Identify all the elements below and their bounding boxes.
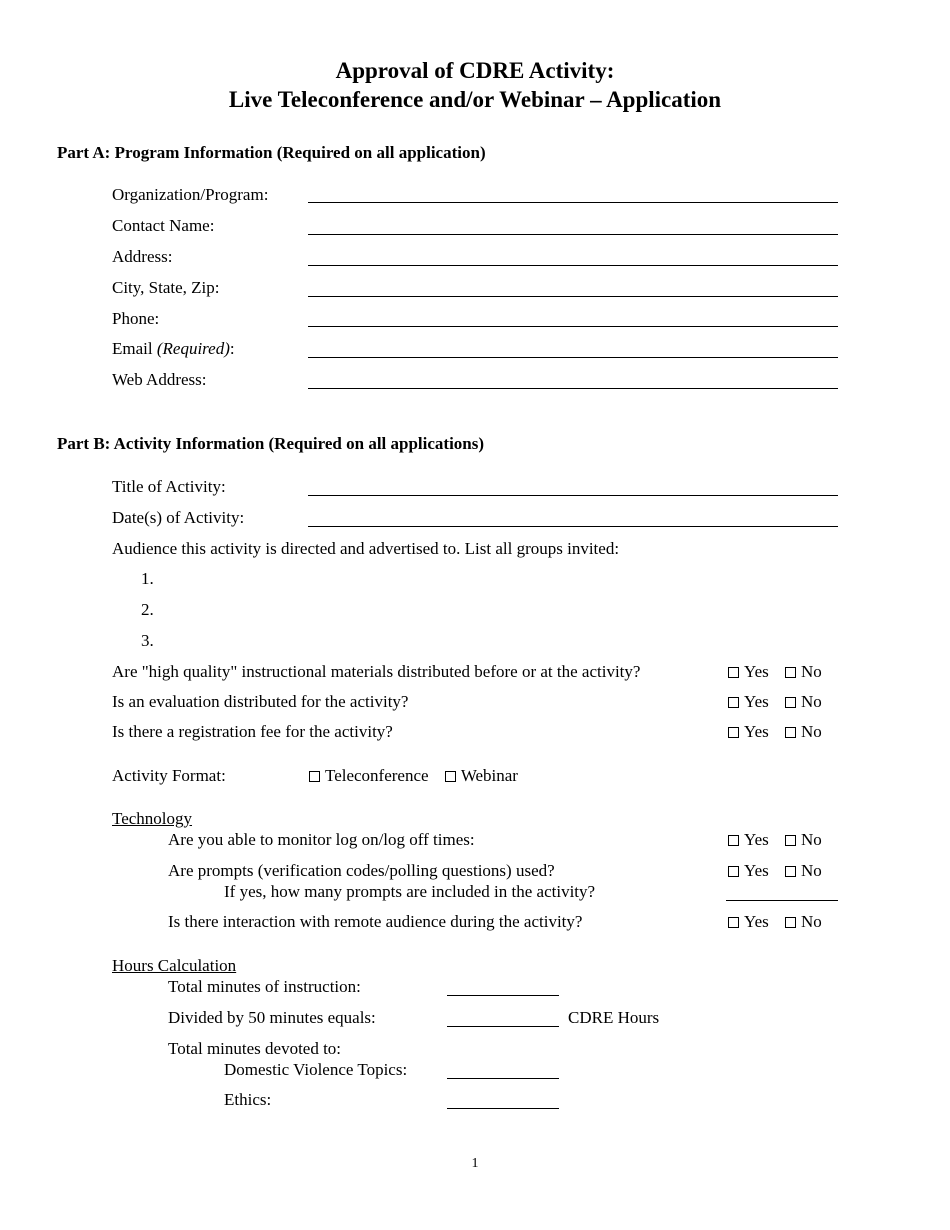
prompts-no-option[interactable] xyxy=(785,861,822,881)
checkbox-icon[interactable] xyxy=(728,667,739,678)
yes-label: Yes xyxy=(744,662,769,681)
title-line-1: Approval of CDRE Activity: xyxy=(335,58,615,83)
contact-name-label: Contact Name: xyxy=(112,216,215,235)
prompts-yes-no xyxy=(728,861,822,881)
city-state-zip-label: City, State, Zip: xyxy=(112,278,220,297)
question-registration-fee: Is there a registration fee for the activity? xyxy=(112,722,393,741)
total-minutes-label: Total minutes of instruction: xyxy=(168,977,361,996)
dv-topics-label: Domestic Violence Topics: xyxy=(224,1060,408,1079)
remote-interaction-yes-no xyxy=(728,912,822,932)
activity-title-label: Title of Activity: xyxy=(112,477,226,496)
address-label: Address: xyxy=(112,247,173,266)
registration-fee-no-option[interactable] xyxy=(785,722,822,742)
checkbox-icon[interactable] xyxy=(728,697,739,708)
no-label: No xyxy=(801,662,822,681)
ethics-field[interactable] xyxy=(447,1108,559,1109)
question-monitor-log: Are you able to monitor log on/log off times: xyxy=(168,830,475,849)
checkbox-icon[interactable] xyxy=(728,866,739,877)
contact-name-field[interactable] xyxy=(308,234,838,235)
question-materials: Are "high quality" instructional materials distributed before or at the activity? xyxy=(112,662,641,681)
evaluation-yes-option[interactable] xyxy=(728,692,769,712)
org-program-field[interactable] xyxy=(308,202,838,203)
audience-item-2: 2. xyxy=(141,600,154,619)
org-program-label: Organization/Program: xyxy=(112,185,269,204)
cdre-hours-label: CDRE Hours xyxy=(568,1008,660,1027)
no-label: No xyxy=(801,722,822,741)
activity-format-options xyxy=(309,766,518,786)
checkbox-icon[interactable] xyxy=(728,727,739,738)
activity-format-label: Activity Format: xyxy=(112,766,226,785)
email-required-note: (Required) xyxy=(156,339,230,358)
materials-yes-no xyxy=(728,662,822,682)
email-label-prefix: Email xyxy=(112,339,157,358)
format-teleconference-option[interactable] xyxy=(309,766,429,786)
total-minutes-field[interactable] xyxy=(447,995,559,996)
no-label: No xyxy=(801,830,822,849)
devoted-label: Total minutes devoted to: xyxy=(168,1039,342,1058)
checkbox-icon[interactable] xyxy=(785,917,796,928)
yes-label: Yes xyxy=(744,912,769,931)
yes-label: Yes xyxy=(744,830,769,849)
no-label: No xyxy=(801,692,822,711)
email-field[interactable] xyxy=(308,357,838,358)
checkbox-icon[interactable] xyxy=(785,667,796,678)
address-field[interactable] xyxy=(308,265,838,266)
yes-label: Yes xyxy=(744,692,769,711)
checkbox-icon[interactable] xyxy=(728,835,739,846)
audience-item-1: 1. xyxy=(141,569,154,588)
question-remote-interaction: Is there interaction with remote audience during the activity? xyxy=(168,912,583,931)
activity-title-field[interactable] xyxy=(308,495,838,496)
phone-label: Phone: xyxy=(112,309,160,328)
checkbox-icon[interactable] xyxy=(728,917,739,928)
activity-dates-label: Date(s) of Activity: xyxy=(112,508,245,527)
web-address-field[interactable] xyxy=(308,388,838,389)
yes-label: Yes xyxy=(744,861,769,880)
prompts-count-field[interactable] xyxy=(726,900,838,901)
monitor-log-no-option[interactable] xyxy=(785,830,822,850)
yes-label: Yes xyxy=(744,722,769,741)
format-webinar-option[interactable] xyxy=(445,766,518,786)
checkbox-icon[interactable] xyxy=(309,771,320,782)
materials-yes-option[interactable] xyxy=(728,662,769,682)
prompts-yes-option[interactable] xyxy=(728,861,769,881)
question-prompts: Are prompts (verification codes/polling questions) used? xyxy=(168,861,555,880)
checkbox-icon[interactable] xyxy=(785,727,796,738)
checkbox-icon[interactable] xyxy=(445,771,456,782)
part-a-heading: Part A: Program Information (Required on all application) xyxy=(57,143,486,162)
teleconference-label: Teleconference xyxy=(325,766,429,785)
registration-fee-yes-option[interactable] xyxy=(728,722,769,742)
phone-field[interactable] xyxy=(308,326,838,327)
evaluation-no-option[interactable] xyxy=(785,692,822,712)
audience-item-3: 3. xyxy=(141,631,154,650)
no-label: No xyxy=(801,912,822,931)
materials-no-option[interactable] xyxy=(785,662,822,682)
cdre-hours-field[interactable] xyxy=(447,1026,559,1027)
checkbox-icon[interactable] xyxy=(785,866,796,877)
question-prompts-count: If yes, how many prompts are included in the activity? xyxy=(224,882,596,901)
remote-interaction-yes-option[interactable] xyxy=(728,912,769,932)
email-label-suffix: : xyxy=(229,339,235,358)
part-b-heading: Part B: Activity Information (Required on all applications) xyxy=(57,434,485,453)
title-line-2: Live Teleconference and/or Webinar – Application xyxy=(228,87,722,112)
registration-fee-yes-no xyxy=(728,722,822,742)
hours-calculation-heading: Hours Calculation xyxy=(112,956,237,975)
no-label: No xyxy=(801,861,822,880)
page-number: 1 xyxy=(471,1156,479,1171)
ethics-label: Ethics: xyxy=(224,1090,272,1109)
webinar-label: Webinar xyxy=(460,766,518,785)
monitor-log-yes-no xyxy=(728,830,822,850)
evaluation-yes-no xyxy=(728,692,822,712)
web-address-label: Web Address: xyxy=(112,370,207,389)
monitor-log-yes-option[interactable] xyxy=(728,830,769,850)
activity-dates-field[interactable] xyxy=(308,526,838,527)
city-state-zip-field[interactable] xyxy=(308,296,838,297)
question-evaluation: Is an evaluation distributed for the activity? xyxy=(112,692,409,711)
checkbox-icon[interactable] xyxy=(785,835,796,846)
divided-label: Divided by 50 minutes equals: xyxy=(168,1008,376,1027)
dv-topics-field[interactable] xyxy=(447,1078,559,1079)
email-label xyxy=(112,339,235,359)
audience-label: Audience this activity is directed and advertised to. List all groups invited: xyxy=(112,539,620,558)
technology-heading: Technology xyxy=(112,809,193,828)
checkbox-icon[interactable] xyxy=(785,697,796,708)
remote-interaction-no-option[interactable] xyxy=(785,912,822,932)
